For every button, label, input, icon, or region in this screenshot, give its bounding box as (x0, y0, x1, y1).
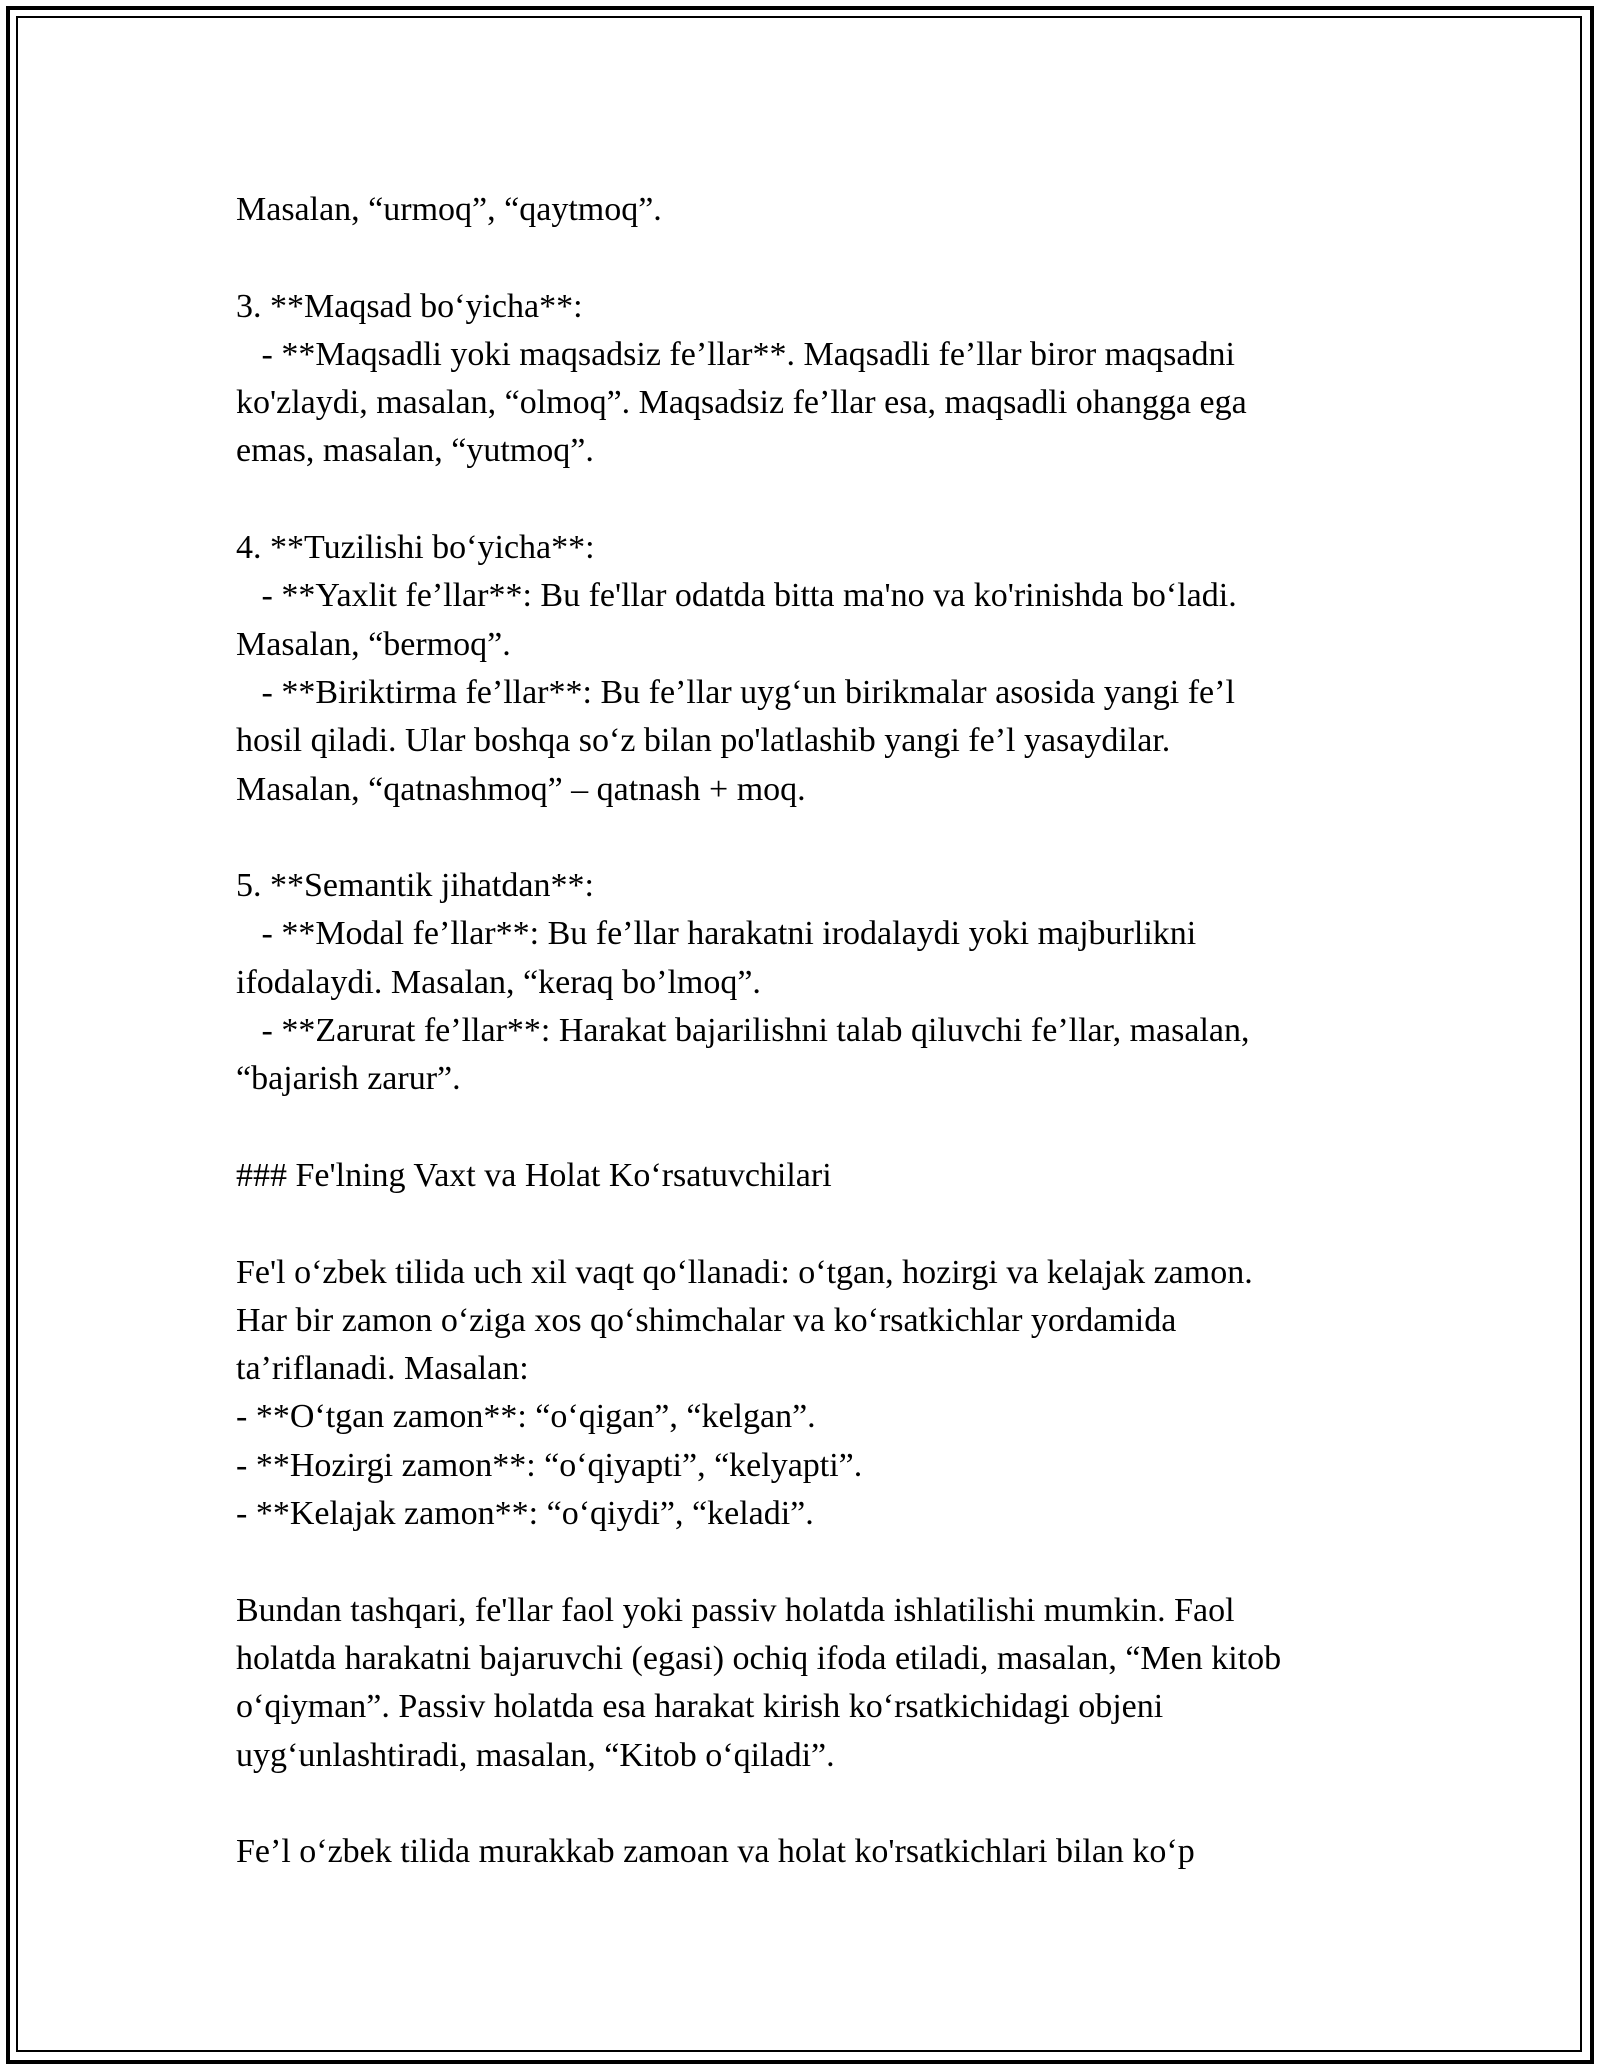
text-line: holatda harakatni bajaruvchi (egasi) ochiq ifoda etiladi, masalan, “Men kitob (236, 1639, 1282, 1677)
text-line: Masalan, “urmoq”, “qaytmoq”. (236, 191, 662, 228)
text-line: 4. **Tuzilishi bo‘yicha**: (236, 529, 595, 567)
blank-line (236, 1104, 1396, 1152)
text-line: - **Biriktirma fe’llar**: Bu fe’llar uyg‘un birikmalar asosida yangi fe’l (236, 673, 1235, 711)
text-line: - **Modal fe’llar**: Bu fe’llar harakatni irodalaydi yoki majburlikni (236, 915, 1197, 953)
blank-line (236, 234, 1396, 282)
text-line: uyg‘unlashtiradi, masalan, “Kitob o‘qiladi”. (236, 1736, 835, 1774)
text-line: - **Maqsadli yoki maqsadsiz fe’llar**. Maqsadli fe’llar biror maqsadni (236, 335, 1235, 373)
text-line: o‘qiyman”. Passiv holatda esa harakat kirish ko‘rsatkichidagi objeni (236, 1688, 1164, 1726)
text-line: - **Hozirgi zamon**: “o‘qiyapti”, “kelyapti”. (236, 1446, 863, 1484)
blank-line (236, 1200, 1396, 1248)
text-line: Masalan, “bermoq”. (236, 625, 511, 663)
text-line: 5. **Semantik jihatdan**: (236, 867, 594, 905)
text-line: Fe'l o‘zbek tilida uch xil vaqt qo‘llanadi: o‘tgan, hozirgi va kelajak zamon. (236, 1253, 1253, 1291)
text-line: - **Zarurat fe’llar**: Harakat bajarilishni talab qiluvchi fe’llar, masalan, (236, 1012, 1250, 1050)
blank-line (236, 476, 1396, 524)
text-line: Har bir zamon o‘ziga xos qo‘shimchalar va ko‘rsatkichlar yordamida (236, 1301, 1177, 1339)
text-line: “bajarish zarur”. (236, 1060, 461, 1098)
text-line: ta’riflanadi. Masalan: (236, 1350, 529, 1388)
blank-line (236, 1538, 1396, 1586)
text-line: Masalan, “qatnashmoq” – qatnash + moq. (236, 770, 806, 808)
blank-line (236, 814, 1396, 862)
blank-line (236, 1780, 1396, 1828)
text-line: - **Kelajak zamon**: “o‘qiydi”, “keladi”. (236, 1495, 814, 1533)
text-line: 3. **Maqsad bo‘yicha**: (236, 287, 583, 325)
text-line: Fe’l o‘zbek tilida murakkab zamoan va holat ko'rsatkichlari bilan ko‘p (236, 1833, 1195, 1871)
text-line: emas, masalan, “yutmoq”. (236, 432, 594, 470)
document-body (236, 186, 1396, 1876)
text-line: - **Yaxlit fe’llar**: Bu fe'llar odatda bitta ma'no va ko'rinishda bo‘ladi. (236, 577, 1237, 615)
text-line: ifodalaydi. Masalan, “keraq bo’lmoq”. (236, 963, 761, 1001)
text-line: ko'zlaydi, masalan, “olmoq”. Maqsadsiz fe’llar esa, maqsadli ohangga ega (236, 384, 1247, 422)
text-line: Bundan tashqari, fe'llar faol yoki passiv holatda ishlatilishi mumkin. Faol (236, 1591, 1235, 1629)
text-line: - **O‘tgan zamon**: “o‘qigan”, “kelgan”. (236, 1398, 816, 1436)
text-line: ### Fe'lning Vaxt va Holat Ko‘rsatuvchilari (236, 1156, 832, 1194)
text-line: hosil qiladi. Ular boshqa so‘z bilan po'latlashib yangi fe’l yasaydilar. (236, 722, 1171, 760)
